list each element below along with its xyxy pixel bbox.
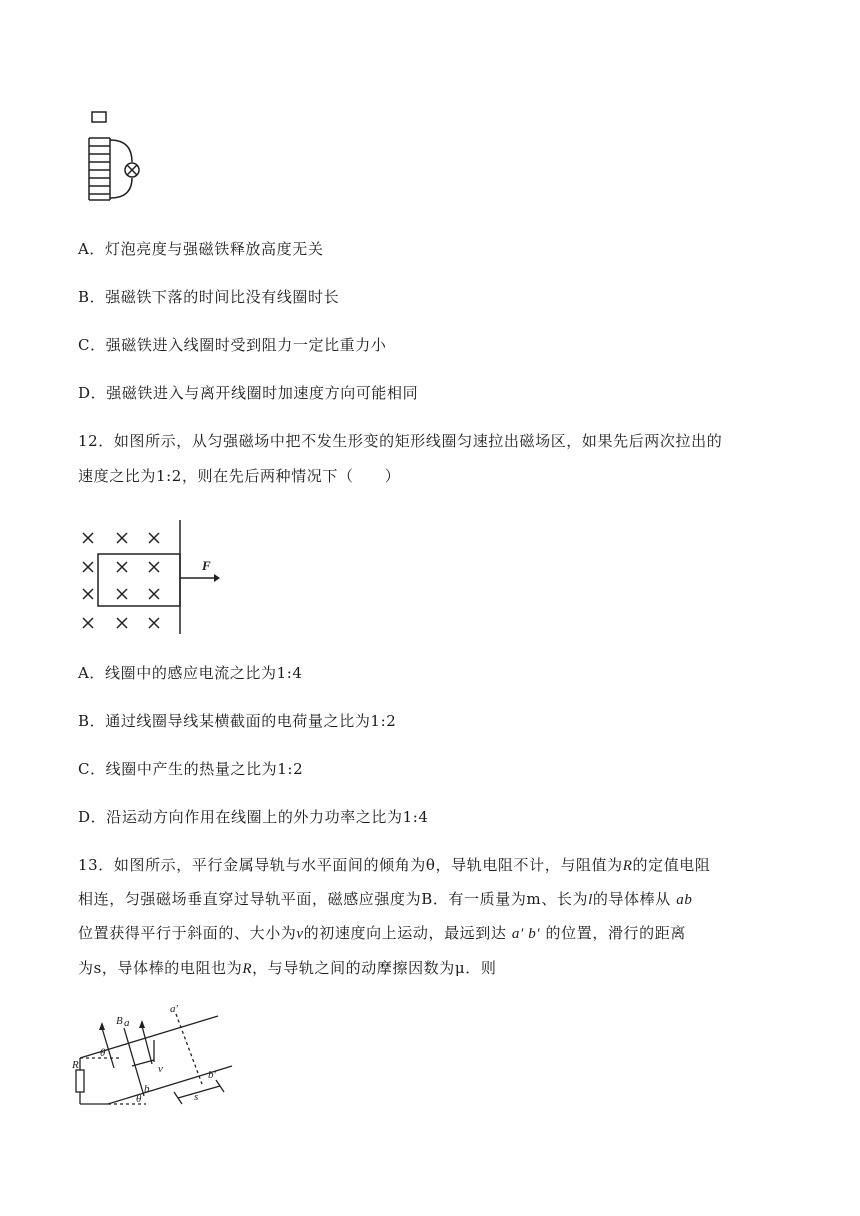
q12-stem-line2: 速度之比为1:2，则在先后两种情况下（ ） <box>78 467 401 485</box>
label-s: s <box>194 1091 199 1103</box>
force-arrowhead <box>214 574 220 582</box>
label-a-prime: a′ <box>170 1003 178 1015</box>
q11-option-d: D．强磁铁进入与离开线圈时加速度方向可能相同 <box>78 384 419 402</box>
q12-option-d: D．沿运动方向作用在线圈上的外力功率之比为1:4 <box>78 808 429 826</box>
resistor <box>76 1070 84 1092</box>
velocity-arrow <box>132 1060 154 1066</box>
distance-s-tick1 <box>174 1092 182 1104</box>
q11-option-c: C．强磁铁进入线圈时受到阻力一定比重力小 <box>78 336 387 354</box>
label-theta-1: θ <box>100 1047 106 1059</box>
q12-option-a: A．线圈中的感应电流之比为1:4 <box>78 664 303 682</box>
field-crosses <box>83 533 159 628</box>
label-theta-2: θ <box>136 1093 142 1105</box>
label-b-prime: b′ <box>208 1069 216 1081</box>
lamp-symbol <box>125 163 139 177</box>
label-B: B <box>116 1015 123 1027</box>
label-a: a <box>124 1017 130 1029</box>
label-b: b <box>144 1083 150 1095</box>
distance-s-tick2 <box>216 1080 224 1092</box>
force-label: F <box>202 558 211 573</box>
q11-option-b: B．强磁铁下落的时间比没有线圈时长 <box>78 288 340 306</box>
q13-stem-line3: 位置获得平行于斜面的、大小为v的初速度向上运动，最远到达 a′ b′ 的位置，滑行的距离 <box>78 924 686 942</box>
q13-stem-line2: 相连，匀强磁场垂直穿过导轨平面，磁感应强度为B．有一质量为m、长为l的导体棒从 ab <box>78 890 693 908</box>
label-v: v <box>158 1063 163 1075</box>
b-arrowhead <box>99 1022 105 1030</box>
b-arrowhead-2 <box>139 1020 145 1028</box>
inclined-rails-figure <box>74 1000 240 1112</box>
q12-option-c: C．线圈中产生的热量之比为1:2 <box>78 760 304 778</box>
coil-magnet-figure <box>80 108 160 204</box>
q12-stem-line1: 12．如图所示，从匀强磁场中把不发生形变的矩形线圈匀速拉出磁场区，如果先后两次拉出的 <box>78 432 723 450</box>
q11-option-a: A．灯泡亮度与强磁铁释放高度无关 <box>78 240 324 258</box>
magnetic-field-loop-figure <box>78 516 228 636</box>
distance-s-line <box>178 1086 220 1098</box>
q13-stem-line4: 为s，导体棒的电阻也为R，与导轨之间的动摩擦因数为μ．则 <box>78 959 497 977</box>
q13-stem-line1: 13．如图所示，平行金属导轨与水平面间的倾角为θ，导轨电阻不计，与阻值为R的定值电阻 <box>78 856 711 874</box>
q12-option-b: B．通过线圈导线某横截面的电荷量之比为1:2 <box>78 712 397 730</box>
label-R: R <box>72 1059 79 1071</box>
b-field-arrow-2 <box>142 1026 152 1064</box>
rod-ab <box>124 1028 144 1096</box>
rectangular-loop <box>98 554 180 606</box>
magnet <box>92 112 106 122</box>
